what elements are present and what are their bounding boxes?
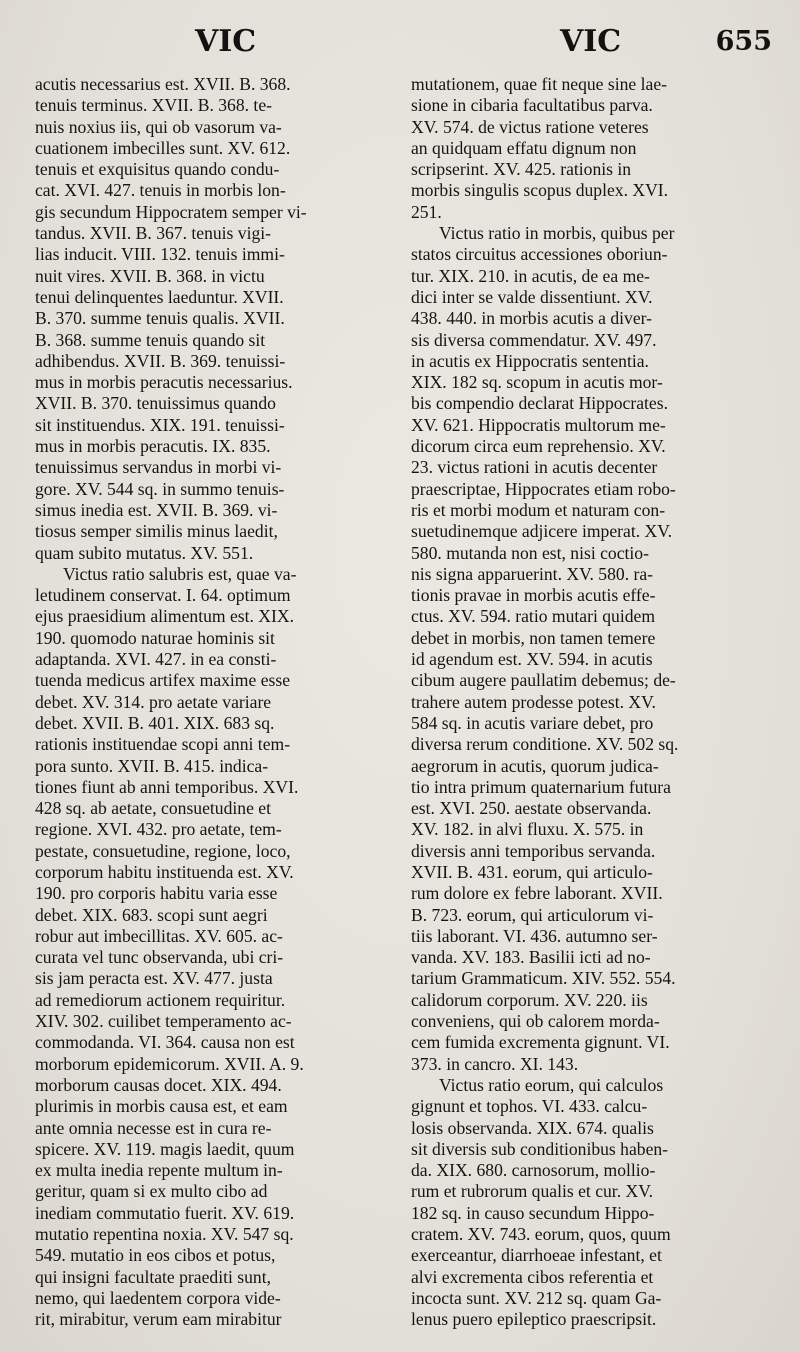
text-line: 438. 440. in morbis acutis a diver- [411,308,653,329]
text-line: sit diversis sub conditionibus haben- [411,1138,669,1159]
text-line: Victus ratio eorum, qui calculos [439,1074,664,1095]
text-line: gis secundum Hippocratem semper vi- [35,201,307,222]
text-line: praescriptae, Hippocrates etiam robo- [411,478,676,499]
text-line: calidorum corporum. XV. 220. iis [411,989,648,1010]
text-line: sis jam peracta est. XV. 477. justa [35,968,273,989]
text-line: 251. [411,201,442,222]
text-line: inediam commutatio fuerit. XV. 619. [35,1202,295,1223]
text-line: tiosus semper similis minus laedit, [35,521,278,542]
text-line: ctus. XV. 594. ratio mutari quidem [411,606,656,627]
text-line: robur aut imbecillitas. XV. 605. ac- [35,925,283,946]
text-line: id agendum est. XV. 594. in acutis [411,649,653,670]
text-line: XV. 182. in alvi fluxu. X. 575. in [411,819,644,840]
left-column [35,74,392,1331]
text-line: rit, mirabitur, verum eam mirabitur [35,1309,282,1330]
text-line: curata vel tunc observanda, ubi cri- [35,947,284,968]
text-line: 190. quomodo naturae hominis sit [35,627,275,648]
text-line: debet. XVII. B. 401. XIX. 683 sq. [35,712,275,733]
text-line: XIX. 182 sq. scopum in acutis mor- [411,372,663,393]
text-line: qui insigni facultate praediti sunt, [35,1266,271,1287]
text-line: rum dolore ex febre laborant. XVII. [411,883,663,904]
text-line: tenuissimus servandus in morbi vi- [35,457,282,478]
text-line: plurimis in morbis causa est, et eam [35,1096,288,1117]
text-line: ante omnia necesse est in cura re- [35,1117,272,1138]
text-line: B. 370. summe tenuis qualis. XVII. [35,308,285,329]
text-line: lenus puero epileptico praescripsit. [411,1309,657,1330]
page-number: 655 [715,26,772,57]
text-line: trahere autem prodesse potest. XV. [411,691,656,712]
text-line: XVII. B. 370. tenuissimus quando [35,393,276,414]
text-line: an quidquam effatu dignum non [411,137,637,158]
text-line: commodanda. VI. 364. causa non est [35,1032,295,1053]
running-head-left: VIC [195,24,257,59]
text-line: gore. XV. 544 sq. in summo tenuis- [35,478,285,499]
text-line: tuenda medicus artifex maxime esse [35,670,291,691]
text-line: morbis singulis scopus duplex. XVI. [411,180,669,201]
text-line: nis signa apparuerint. XV. 580. ra- [411,563,654,584]
text-line: B. 368. summe tenuis quando sit [35,329,266,350]
text-line: 580. mutanda non est, nisi coctio- [411,542,649,563]
text-line: morborum causas docet. XIX. 494. [35,1074,282,1095]
text-line: nuit vires. XVII. B. 368. in victu [35,265,265,286]
text-line: pora sunto. XVII. B. 415. indica- [35,755,269,776]
text-line: statos circuitus accessiones oboriun- [411,244,668,265]
text-line: tarium Grammaticum. XIV. 552. 554. [411,968,676,989]
text-line: exerceantur, diarrhoeae infestant, et [411,1245,662,1266]
text-line: quam subito mutatus. XV. 551. [35,542,254,563]
text-line: geritur, quam si ex multo cibo ad [35,1181,268,1202]
text-line: adaptanda. XVI. 427. in ea consti- [35,649,277,670]
text-line: ejus praesidium alimentum est. XIX. [35,606,294,627]
text-line: 549. mutatio in eos cibos et potus, [35,1245,276,1266]
text-line: ex multa inedia repente multum in- [35,1160,283,1181]
text-line: morborum epidemicorum. XVII. A. 9. [35,1053,304,1074]
text-line: 23. victus rationi in acutis decenter [411,457,658,478]
text-line: losis observanda. XIX. 674. qualis [411,1117,654,1138]
text-line: XV. 621. Hippocratis multorum me- [411,414,666,435]
text-line: mutatio repentina noxia. XV. 547 sq. [35,1224,294,1245]
text-line: suetudinemque adjicere imperat. XV. [411,521,673,542]
text-line: tionis pravae in morbis acutis effe- [411,585,656,606]
text-line: aegrorum in acutis, quorum judica- [411,755,659,776]
text-line: conveniens, qui ob calorem morda- [411,1011,660,1032]
text-line: tandus. XVII. B. 367. tenuis vigi- [35,223,272,244]
text-line: 182 sq. in causo secundum Hippo- [411,1202,655,1223]
text-line: in acutis ex Hippocratis sententia. [411,350,649,371]
text-line: XV. 574. de victus ratione veteres [411,116,649,137]
text-line: rum et rubrorum qualis et cur. XV. [411,1181,654,1202]
text-line: dici inter se valde dissentiunt. XV. [411,286,653,307]
text-line: ad remediorum actionem requiritur. [35,989,286,1010]
text-line: tenui delinquentes laeduntur. XVII. [35,286,284,307]
text-line: corporum habitu instituenda est. XV. [35,861,294,882]
text-line: B. 723. eorum, qui articulorum vi- [411,904,654,925]
text-line: sit instituendus. XIX. 191. tenuissi- [35,414,285,435]
text-line: sis diversa commendatur. XV. 497. [411,329,657,350]
text-line: cratem. XV. 743. eorum, quos, quum [411,1224,671,1245]
text-line: debet. XIX. 683. scopi sunt aegri [35,904,268,925]
text-line: nemo, qui laedentem corpora vide- [35,1287,281,1308]
text-line: Victus ratio salubris est, quae va- [63,563,297,584]
text-line: est. XVI. 250. aestate observanda. [411,798,652,819]
right-column [411,74,768,1331]
text-line: tenuis et exquisitus quando condu- [35,159,280,180]
text-line: 190. pro corporis habitu varia esse [35,883,278,904]
text-line: tiones fiunt ab anni temporibus. XVI. [35,776,299,797]
text-line: tiis laborant. VI. 436. autumno ser- [411,925,658,946]
text-line: 428 sq. ab aetate, consuetudine et [35,798,271,819]
text-line: da. XIX. 680. carnosorum, mollio- [411,1160,656,1181]
text-line: sione in cibaria facultatibus parva. [411,95,653,116]
text-line: gignunt et tophos. VI. 433. calcu- [411,1096,648,1117]
running-head-right: VIC [560,24,622,59]
text-line: regione. XVI. 432. pro aetate, tem- [35,819,282,840]
text-line: debet. XV. 314. pro aetate variare [35,691,272,712]
text-line: cat. XVI. 427. tenuis in morbis lon- [35,180,286,201]
text-line: debet in morbis, non tamen temere [411,627,656,648]
text-line: dicorum circa eum reprehensio. XV. [411,436,666,457]
text-line: cuationem imbecilles sunt. XV. 612. [35,137,291,158]
text-line: alvi excrementa cibos referentia et [411,1266,654,1287]
text-line: tur. XIX. 210. in acutis, de ea me- [411,265,650,286]
text-line: diversis anni temporibus servanda. [411,840,656,861]
text-line: tenuis terminus. XVII. B. 368. te- [35,95,272,116]
text-line: diversa rerum conditione. XV. 502 sq. [411,734,679,755]
text-line: incocta sunt. XV. 212 sq. quam Ga- [411,1287,662,1308]
text-line: tio intra primum quaternarium futura [411,776,671,797]
text-line: lias inducit. VIII. 132. tenuis immi- [35,244,285,265]
text-line: cem fumida excrementa gignunt. VI. [411,1032,670,1053]
text-line: XIV. 302. cuilibet temperamento ac- [35,1011,292,1032]
text-line: mus in morbis peracutis. IX. 835. [35,436,271,457]
text-line: 584 sq. in acutis variare debet, pro [411,712,654,733]
text-line: adhibendus. XVII. B. 369. tenuissi- [35,350,286,371]
text-line: letudinem conservat. I. 64. optimum [35,585,291,606]
text-line: vanda. XV. 183. Basilii icti ad no- [411,947,651,968]
text-line: mus in morbis peracutis necessarius. [35,372,293,393]
text-line: cibum augere paullatim debemus; de- [411,670,676,691]
text-line: ris et morbi modum et naturam con- [411,499,666,520]
text-line: simus inedia est. XVII. B. 369. vi- [35,499,278,520]
text-line: spicere. XV. 119. magis laedit, quum [35,1138,295,1159]
text-line: mutationem, quae fit neque sine lae- [411,74,667,94]
text-line: rationis instituendae scopi anni tem- [35,734,291,755]
text-line: Victus ratio in morbis, quibus per [439,223,675,244]
text-line: bis compendio declarat Hippocrates. [411,393,668,414]
text-line: acutis necessarius est. XVII. B. 368. [35,74,291,94]
text-line: scripserint. XV. 425. rationis in [411,159,632,180]
text-line: nuis noxius iis, qui ob vasorum va- [35,116,282,137]
text-line: pestate, consuetudine, regione, loco, [35,840,291,861]
text-line: 373. in cancro. XI. 143. [411,1053,579,1074]
text-line: XVII. B. 431. eorum, qui articulo- [411,861,653,882]
